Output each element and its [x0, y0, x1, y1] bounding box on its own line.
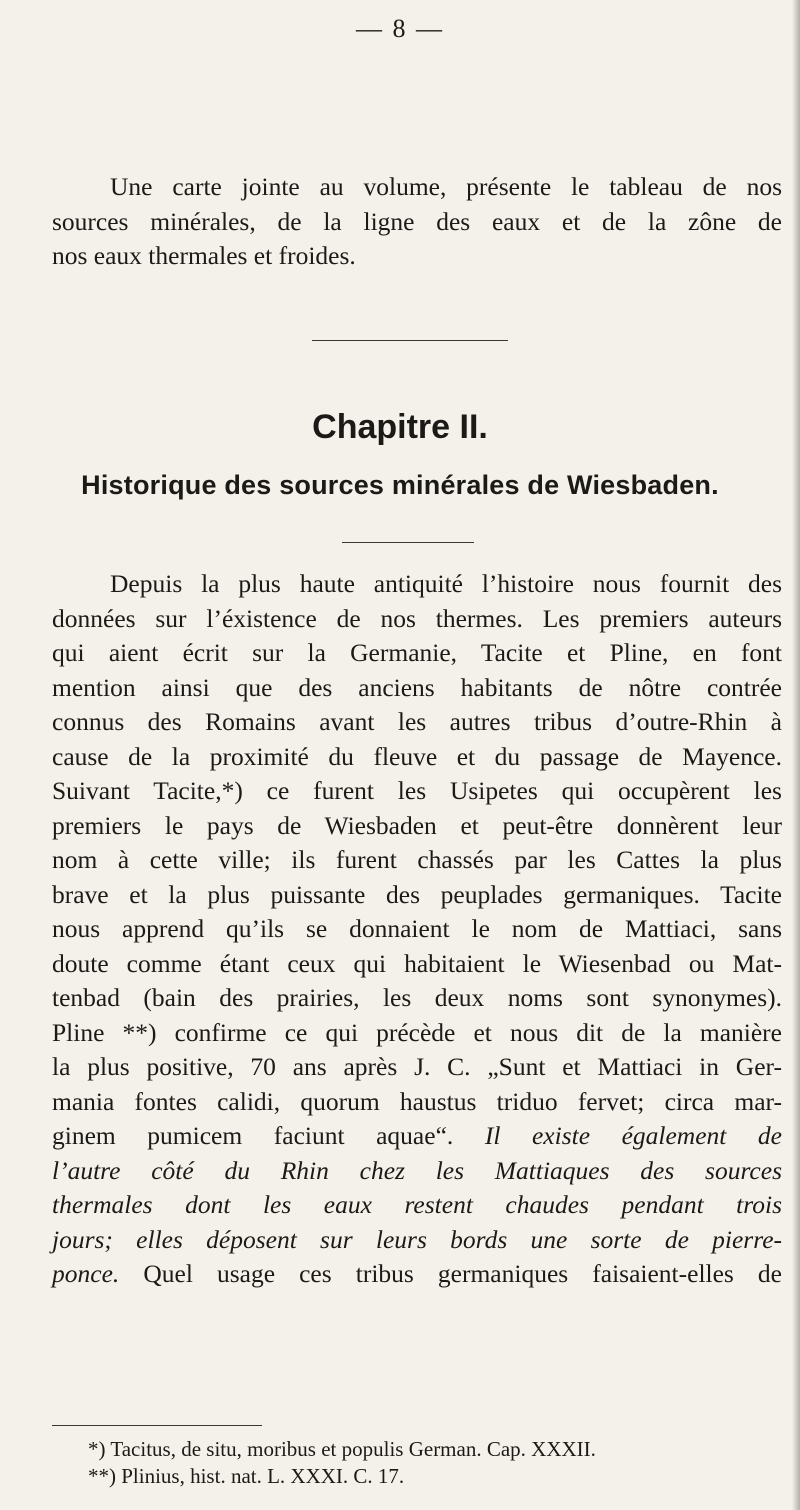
section-divider-top: [312, 340, 508, 341]
text-line: [52, 1154, 782, 1189]
text-line: mania fontes calidi, quorum haustus triduo fervet; circa mar-: [52, 1086, 782, 1116]
text-segment: Quel usage ces tribus germaniques faisaient-elles de: [143, 1259, 782, 1288]
text-line: tenbad (bain des prairies, les deux noms sont synonymes).: [52, 983, 782, 1012]
text-line: nous apprend qu’ils se donnaient le nom de Mattiaci, sans: [52, 914, 782, 943]
chapter-subtitle: Historique des sources minérales de Wiesbaden.: [81, 470, 719, 500]
text-line: sources minérales, de la ligne des eaux et de la zône de: [52, 206, 782, 236]
text-line: données sur l’éxistence de nos thermes. Les premiers auteurs: [52, 603, 782, 633]
text-line: mention ainsi que des anciens habitants de nôtre contrée: [52, 672, 782, 702]
text-line: Pline **) confirme ce qui précède et nous dit de la manière: [52, 1017, 782, 1047]
text-line: nos eaux thermales et froides.: [52, 241, 356, 270]
text-line: cause de la proximité du fleuve et du passage de Mayence.: [52, 741, 782, 771]
text-line: [52, 1257, 782, 1292]
italic-text: ponce.: [52, 1259, 120, 1288]
text-line: nom à cette ville; ils furent chassés par les Cattes la plus: [52, 845, 782, 874]
text-line: premiers le pays de Wiesbaden et peut-être donnèrent leur: [52, 810, 782, 840]
italic-text: l’autre côté du Rhin chez les Mattiaques des sources: [52, 1155, 782, 1185]
text-line: [52, 1223, 782, 1258]
text-line: [52, 1188, 782, 1223]
footnote: **) Plinius, hist. nat. L. XXXI. C. 17.: [88, 1464, 405, 1488]
text-line: qui aient écrit sur la Germanie, Tacite et Pline, en font: [52, 638, 782, 667]
text-segment: ginem pumicem faciunt aquae“.: [52, 1121, 454, 1150]
text-line: Depuis la plus haute antiquité l’histoire nous fournit des: [110, 569, 782, 598]
text-line: [52, 1119, 782, 1154]
italic-text: jours; elles déposent sur leurs bords une sorte de pierre-: [52, 1224, 782, 1254]
text-line: brave et la plus puissante des peuplades germaniques. Tacite: [52, 879, 782, 909]
text-line: doute comme étant ceux qui habitaient le Wiesenbad ou Mat-: [52, 948, 782, 978]
page-number: — 8 —: [356, 14, 444, 43]
intro-paragraph: [52, 170, 782, 274]
footnotes: [88, 1436, 778, 1490]
footnote: *) Tacitus, de situ, moribus et populis German. Cap. XXXII.: [88, 1437, 596, 1461]
text-line: Une carte jointe au volume, présente le tableau de nos: [110, 172, 782, 201]
footnote-rule: [52, 1425, 262, 1426]
page-edge-shadow: [792, 0, 800, 1510]
chapter-title: Chapitre II.: [312, 408, 488, 446]
body-paragraph: [52, 567, 782, 1292]
text-line: Suivant Tacite,*) ce furent les Usipetes qui occupèrent les: [52, 776, 782, 805]
text-line: la plus positive, 70 ans après J. C. „Sunt et Mattiaci in Ger-: [52, 1052, 782, 1081]
italic-text: Il existe également de: [484, 1121, 782, 1150]
text-line: connus des Romains avant les autres tribus d’outre-Rhin à: [52, 707, 782, 736]
section-divider-bottom: [342, 542, 474, 543]
italic-text: thermales dont les eaux restent chaudes pendant trois: [52, 1190, 782, 1219]
